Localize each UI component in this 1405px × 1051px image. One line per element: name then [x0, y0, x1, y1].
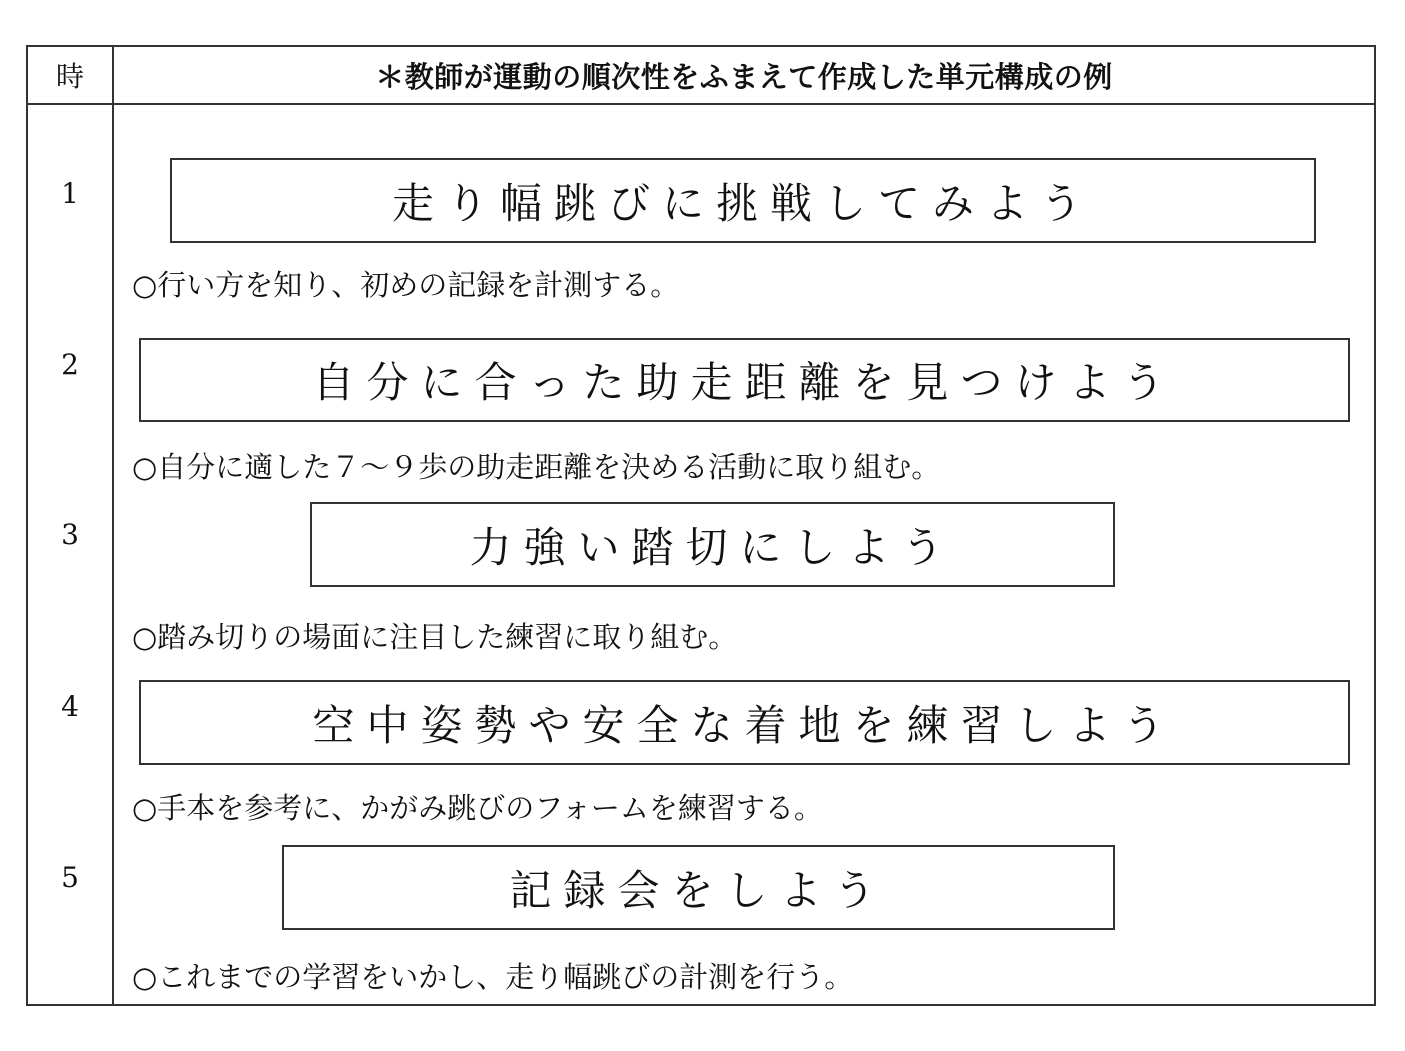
column-divider — [112, 47, 114, 1004]
lesson-number: 1 — [61, 177, 79, 210]
header-divider — [28, 103, 1374, 105]
period-column-header: 時 — [55, 60, 84, 93]
lesson-activity: ○行い方を知り、初めの記録を計測する。 — [132, 268, 680, 302]
lesson-title-box: 走り幅跳びに挑戦してみよう — [170, 158, 1316, 243]
unit-plan-table — [26, 45, 1376, 1006]
lesson-activity: ○自分に適した７～９歩の助走距離を決める活動に取り組む。 — [132, 450, 941, 484]
lesson-number: 2 — [61, 348, 79, 381]
table-title: ＊教師が運動の順次性をふまえて作成した単元構成の例 — [375, 59, 1113, 94]
lesson-activity: ○これまでの学習をいかし、走り幅跳びの計測を行う。 — [132, 960, 854, 994]
lesson-number: 4 — [61, 690, 79, 723]
lesson-activity: ○踏み切りの場面に注目した練習に取り組む。 — [132, 620, 738, 654]
lesson-title-box: 空中姿勢や安全な着地を練習しよう — [139, 680, 1350, 765]
lesson-title-box: 力強い踏切にしよう — [310, 502, 1115, 587]
lesson-number: 3 — [61, 518, 79, 551]
lesson-title-box: 記録会をしよう — [282, 845, 1115, 930]
lesson-activity: ○手本を参考に、かがみ跳びのフォームを練習する。 — [132, 791, 823, 825]
lesson-number: 5 — [61, 861, 79, 894]
lesson-title-box: 自分に合った助走距離を見つけよう — [139, 338, 1350, 422]
